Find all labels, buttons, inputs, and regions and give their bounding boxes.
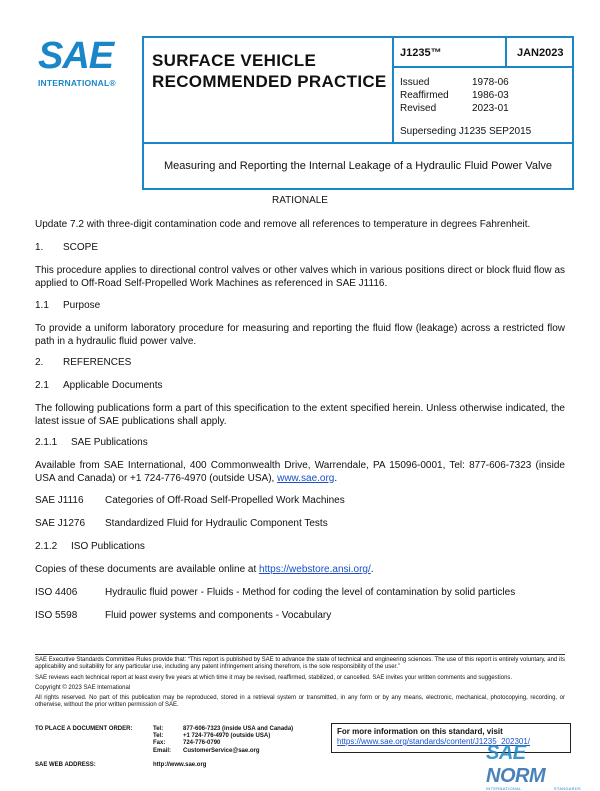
section-title: Applicable Documents: [63, 380, 163, 391]
footer-review-text: SAE reviews each technical report at least every five years at which time it may be revised, reaffirmed, stabilized, or cancelled. SAE invites your written comments and suggestions.: [35, 674, 513, 681]
section-number: 1.1: [35, 300, 49, 311]
reference-row: [35, 518, 565, 531]
paragraph-text: Available from SAE International, 400 Commonwealth Drive, Warrendale, PA 15096-0001, Tel: 877-606-7323 (inside USA and Canada) or +1 724-776-4970 (outside USA),: [35, 460, 565, 484]
footer-divider: [35, 654, 565, 655]
document-subtitle: Measuring and Reporting the Internal Leakage of a Hydraulic Fluid Power Valve: [163, 160, 553, 172]
section-title: SCOPE: [63, 242, 99, 253]
date-value: 1986-03: [472, 90, 509, 101]
paragraph-end: .: [370, 564, 374, 575]
section-1-text: This procedure applies to directional control valves or other valves which in various positions direct or block fluid flow as applied to Off-Road Self-Propelled Work Machines as referenced in SAE J1116.: [35, 265, 565, 289]
ansi-webstore-link[interactable]: https://webstore.ansi.org/: [259, 564, 371, 575]
order-contact: [35, 726, 293, 755]
date-row-revised: [400, 102, 572, 115]
order-value: +1 724-776-4970 (outside USA): [183, 733, 271, 740]
section-number: 1.: [35, 242, 44, 253]
section-title: REFERENCES: [63, 357, 132, 368]
norm-sub-right: STANDARDS: [553, 786, 581, 791]
paragraph-end: .: [334, 472, 338, 484]
rationale-text: Update 7.2 with three-digit contamination code and remove all references to temperature in degrees Fahrenheit.: [35, 219, 531, 230]
header-top: [144, 38, 572, 144]
order-row: [35, 733, 293, 740]
reference-row: [35, 495, 565, 508]
document-type-title: [144, 38, 394, 142]
header-ids: [394, 38, 572, 68]
document-number: J1235™: [394, 38, 507, 66]
footer-rights-text: All rights reserved. No part of this publication may be reproduced, stored in a retrieval system or transmitted, in any form or by any means, electronic, mechanical, photocopying, recording, or otherwise, without the prior written permission of SAE.: [35, 695, 565, 709]
order-key: Fax:: [153, 740, 166, 747]
reference-title: Categories of Off-Road Self-Propelled Work Machines: [105, 495, 345, 506]
date-row-issued: [400, 76, 572, 89]
norm-logo-mark: [486, 742, 586, 788]
footer-copyright: Copyright © 2023 SAE International: [35, 684, 131, 691]
order-key: Tel:: [153, 726, 164, 732]
reference-title: Fluid power systems and components - Vocabulary: [105, 610, 332, 621]
section-title: SAE Publications: [71, 437, 148, 448]
sae-logo: [38, 37, 128, 92]
more-info-title: For more information on this standard, visit: [337, 727, 503, 736]
sae-norm-watermark-logo: [486, 742, 586, 791]
section-2-heading: [35, 357, 565, 370]
section-title: ISO Publications: [71, 541, 145, 552]
footer-notices: [35, 657, 565, 713]
superseding-note: Superseding J1235 SEP2015: [400, 126, 532, 137]
date-label: Issued: [400, 77, 430, 88]
date-label: Reaffirmed: [400, 90, 449, 101]
title-line-1: SURFACE VEHICLE: [152, 51, 317, 70]
revision-history: [394, 68, 572, 138]
section-number: 2.1: [35, 380, 49, 391]
section-2-1-1-text: [35, 460, 565, 485]
reference-id: ISO 5598: [35, 610, 78, 621]
section-2-1-1-heading: [35, 437, 565, 450]
norm-logo-norm: NORM: [486, 765, 546, 787]
reference-id: SAE J1276: [35, 518, 86, 529]
section-1-1-heading: [35, 300, 565, 313]
order-label: TO PLACE A DOCUMENT ORDER:: [35, 726, 133, 732]
paragraph-text: Copies of these documents are available online at: [35, 564, 260, 575]
document-date: JAN2023: [517, 47, 564, 59]
section-number: 2.1.2: [35, 541, 58, 552]
date-value: 1978-06: [472, 77, 509, 88]
section-2-1-2-text: [35, 564, 565, 577]
section-2-1-text: The following publications form a part of this specification to the extent specified herein. Unless otherwise indicated, the latest issue of SAE publications shall apply.: [35, 403, 565, 427]
date-row-reaffirmed: [400, 89, 572, 102]
order-value: CustomerService@sae.org: [183, 747, 260, 754]
order-key: Email:: [153, 747, 172, 754]
reference-title: Standardized Fluid for Hydraulic Component Tests: [105, 518, 328, 529]
reference-title: Hydraulic fluid power - Fluids - Method for coding the level of contamination by solid particles: [105, 587, 516, 598]
norm-logo-sae: SAE: [486, 742, 526, 764]
logo-subtext: INTERNATIONAL®: [38, 78, 116, 88]
sae-website-link[interactable]: www.sae.org: [277, 472, 335, 484]
order-row: [35, 748, 293, 755]
logo-mark: SAE: [38, 35, 114, 77]
reference-row: [35, 587, 565, 600]
date-label: Revised: [400, 103, 437, 114]
order-value: 877-606-7323 (inside USA and Canada): [183, 726, 294, 732]
reference-id: ISO 4406: [35, 587, 78, 598]
standard-page-link[interactable]: https://www.sae.org/standards/content/J1235_202301/: [337, 737, 531, 746]
header-meta: [394, 38, 572, 142]
reference-row: [35, 610, 565, 623]
reference-id: SAE J1116: [35, 495, 84, 506]
order-key: Tel:: [153, 733, 164, 740]
norm-sub-left: INTERNATIONAL: [486, 786, 522, 791]
document-header: [142, 36, 574, 190]
web-label: SAE WEB ADDRESS:: [35, 762, 96, 768]
title-line-2: RECOMMENDED PRACTICE: [152, 72, 387, 91]
web-value[interactable]: http://www.sae.org: [153, 762, 207, 768]
section-2-1-2-heading: [35, 541, 565, 554]
section-1-heading: [35, 242, 565, 255]
rationale-heading: RATIONALE: [272, 195, 328, 206]
order-row: [35, 726, 293, 733]
section-1-1-text: To provide a uniform laboratory procedure for measuring and reporting the fluid flow (leakage) across a restricted flow path in a hydraulic fluid power valve.: [35, 323, 565, 347]
section-2-1-heading: [35, 380, 565, 393]
web-address-row: [35, 762, 206, 768]
section-number: 2.: [35, 357, 44, 368]
section-number: 2.1.1: [35, 437, 58, 448]
order-value: 724-776-0790: [183, 740, 221, 747]
footer-rules-text: SAE Executive Standards Committee Rules provide that: “This report is published by SAE to advance the state of technical and engineering sciences. The use of this report is entirely voluntary, and its applicability and suitability for any particular use, including any patent infringement arising therefrom, is the sole responsibility of the user.”: [35, 657, 565, 671]
order-row: [35, 740, 293, 747]
section-title: Purpose: [63, 300, 101, 311]
date-value: 2023-01: [472, 103, 509, 114]
